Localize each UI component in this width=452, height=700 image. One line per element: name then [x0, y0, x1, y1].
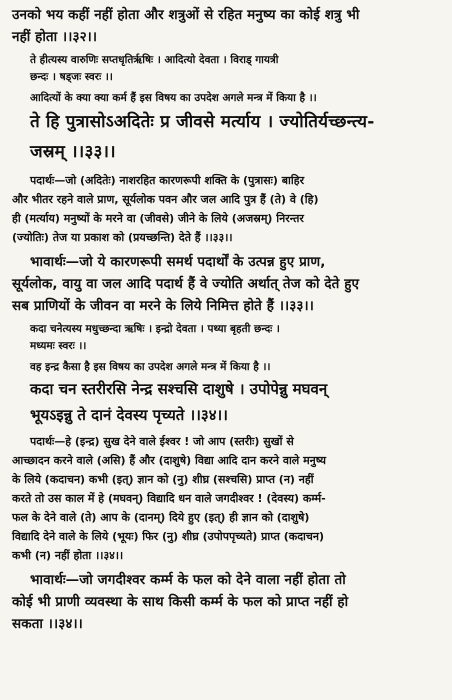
text-line: पदार्थः—जो (अदितेः) नाशरहित कारणरूपी शक्ति के (पुत्रासः) बाहिर: [30, 174, 305, 187]
text-line: भावार्थः—जो ये कारणरूपी समर्थ पदार्थों के उत्पन्न हुए प्राण,: [30, 254, 326, 270]
intro-33: आदित्यों के क्या क्या कर्म हैं इस विषय का उपदेश अगले मन्त्र में किया है ।।: [30, 92, 317, 104]
text-line: और भीतर रहने वाले प्राण, सूर्यलोक पवन और जल आदि पुत्र हैं (ते) वे (हि): [12, 193, 319, 206]
text-line: सब प्राणियों के जीवन वा मरने के लिये निमित्त होते हैं ।।३३।।: [12, 298, 314, 314]
text-line: भावार्थः—जो जगदीश्वर कर्म्म के फल को देने वाला नहीं होता तो: [30, 572, 346, 588]
rishi-devata-34: [12, 321, 442, 355]
text-line: के लिये (कदाचन) कभी (इत्) ज्ञान को (नु) शीघ्र (सश्चसि) प्राप्त (न) नहीं: [12, 473, 314, 486]
text-line: मध्यमः स्वरः ।।: [30, 340, 87, 352]
text-line: ते हीत्यस्य वारुणिः सप्तधृतिर्ऋषिः । आदित्यो देवता । विराड् गायत्री: [30, 54, 279, 66]
mantra-33: [12, 107, 442, 167]
bhavartha-32-tail: [12, 4, 442, 48]
text-line: आच्छादन करने वाले (असि) हैं और (दाशुषे) विद्या आदि दान करने वाले मनुष्य: [12, 454, 327, 467]
text-line: पदार्थः—हे (इन्द्र) सुख देने वाले ईश्वर ! जो आप (स्तरीः) सुखों से: [30, 435, 294, 448]
intro-34: वह इन्द्र कैसा है इस विषय का उपदेश अगले मन्त्र में किया है ।।: [30, 361, 271, 373]
text-line: कदा चन स्तरीरसि नेन्द्र सश्चसि दाशुषे । उपोपेन्नु मघवन्: [30, 380, 328, 398]
text-line: कभी (न) नहीं होता ।।३४।।: [12, 549, 124, 562]
text-line: सकता ।।३४।।: [12, 616, 83, 632]
text-line: कोई भी प्राणी व्यवस्था के साथ किसी कर्म्म के फल को प्राप्त नहीं हो: [12, 594, 349, 610]
padartha-33: [12, 171, 442, 247]
text-line: छन्दः । षड्जः स्वरः ।।: [30, 71, 113, 83]
padartha-34: [12, 432, 442, 565]
rishi-devata-32: [12, 52, 442, 86]
text-line: जस्रम् ।।३३।।: [30, 142, 116, 162]
text-line: कदा चनेत्यस्य मधुच्छन्दा ऋषिः । इन्द्रो देवता । पथ्या बृहती छन्दः ।: [30, 323, 280, 335]
text-line: विद्यादि देने वाले के लिये (भूयः) फिर (नु) शीघ्र (उपोपपृच्यते) प्राप्त (कदाचन): [12, 530, 325, 543]
text-line: उनको भय कहीं नहीं होता और शत्रुओं से रहित मनुष्य का कोई शत्रु भी: [12, 7, 360, 23]
bhavartha-34: [12, 569, 442, 635]
text-line: (ज्योतिः) तेज या प्रकाश को (प्रयच्छन्ति) देते हैं ।।३३।।: [12, 231, 233, 244]
text-line: सूर्यलोक, वायु वा जल आदि पदार्थ हैं वे ज्योति अर्थात् तेज को देते हुए: [12, 276, 360, 292]
text-line: ही (मर्त्याय) मनुष्यों के मरने वा (जीवसे) जीने के लिये (अजस्रम्) निरन्तर: [12, 212, 304, 225]
mantra-34: [12, 376, 442, 428]
text-line: करते तो उस काल में हे (मघवन्) विद्यादि धन वाले जगदीश्वर ! (देवस्य) कर्म्म-: [12, 492, 326, 505]
text-line: फल के देने वाले (ते) आप के (दानम्) दिये हुए (इत्) ही ज्ञान को (दाशुषे): [12, 511, 310, 524]
text-line: भूयऽइन्नु ते दानं देवस्य पृच्यते ।।३४।।: [30, 406, 228, 424]
text-line: ते हि पुत्रासोऽअदितेः प्र जीवसे मर्त्याय । ज्योतिर्यच्छन्त्य-: [30, 112, 375, 132]
bhavartha-33: [12, 251, 442, 317]
text-line: नहीं होता ।।३२।।: [12, 29, 98, 45]
